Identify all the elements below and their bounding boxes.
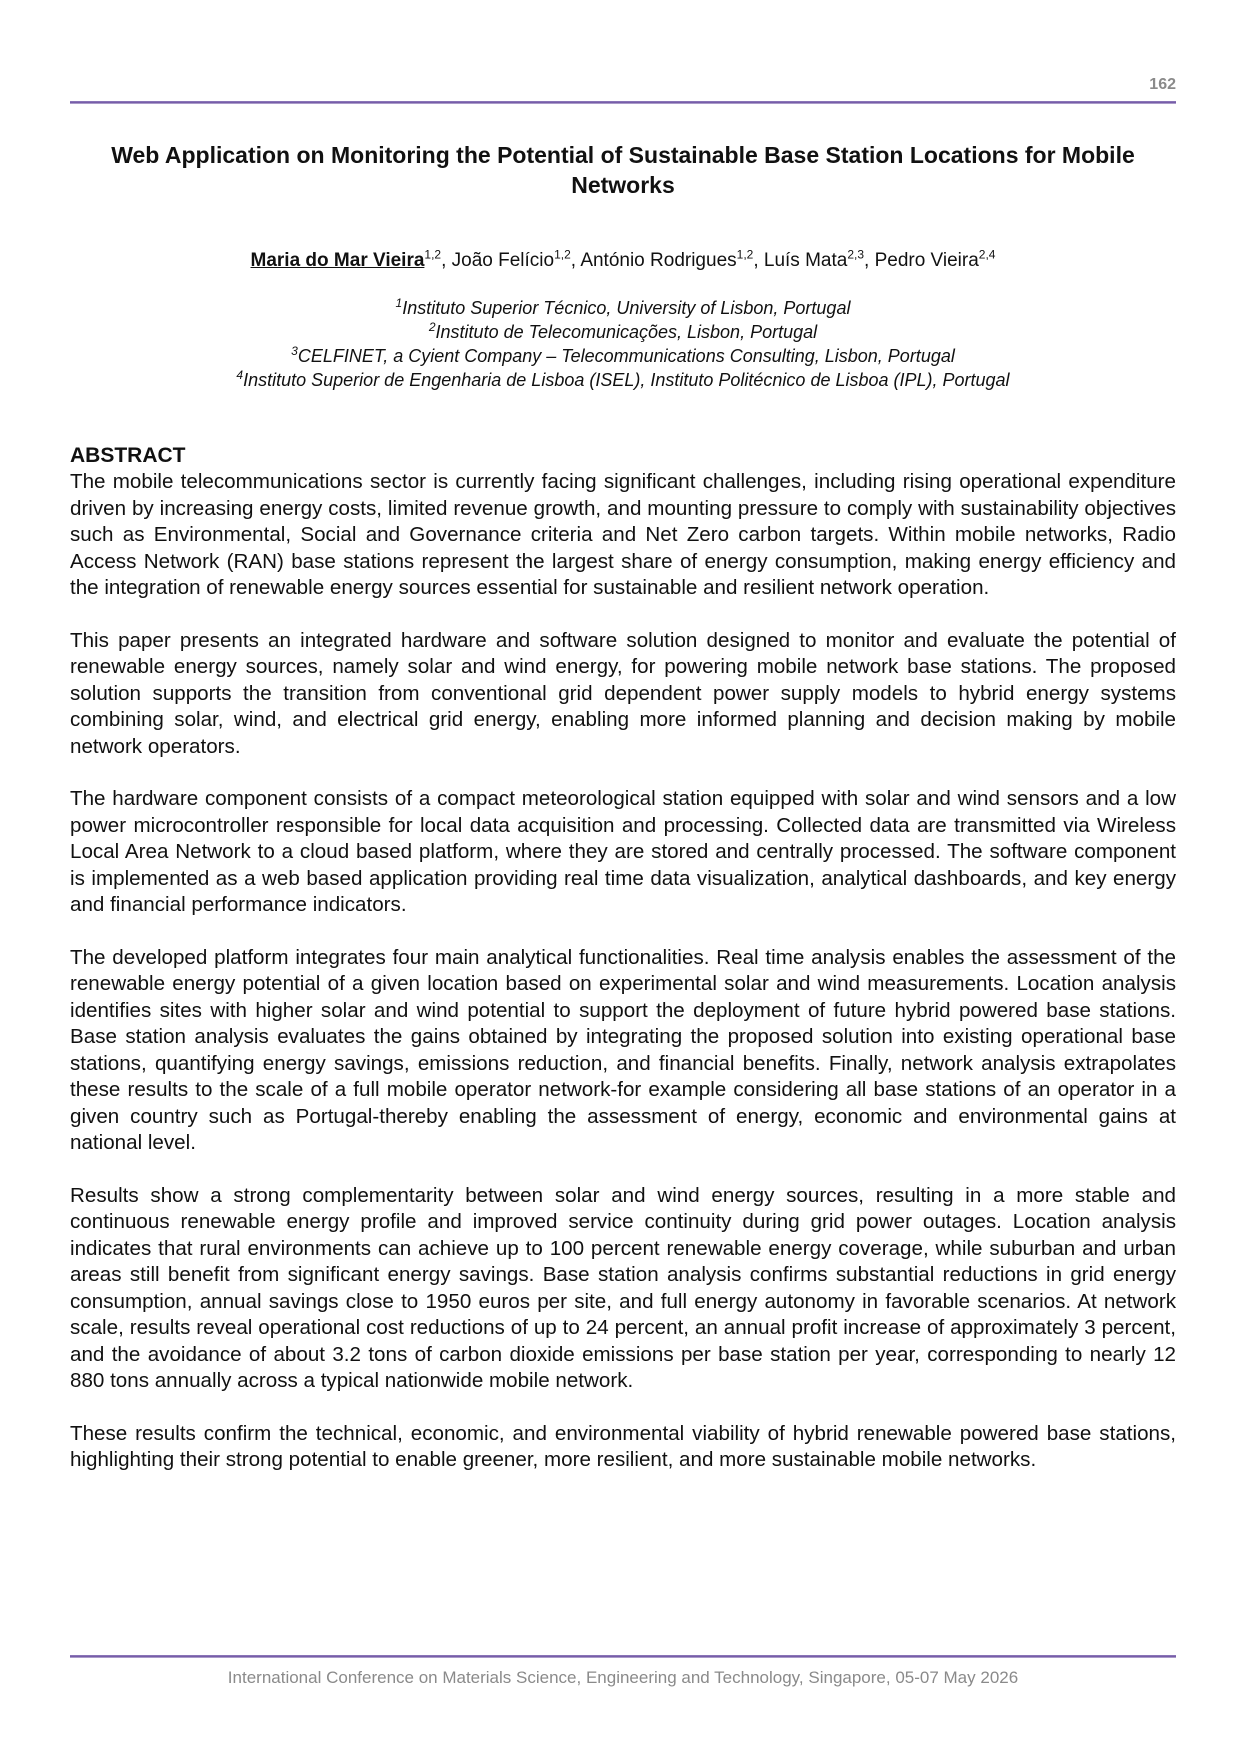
abstract-heading: ABSTRACT [70,444,186,467]
affiliation-marker: 3 [291,344,298,358]
affiliation-text: Instituto Superior de Engenharia de Lisboa (ISEL), Instituto Politécnico de Lisboa (IPL), Portugal [243,370,1010,390]
abstract-paragraph: The hardware component consists of a compact meteorological station equipped with solar and wind sensors and a low power microcontroller responsible for local data acquisition and processing. Collected data are transmitted via Wireless Local Area Network to a cloud based platform, where they are stored and centrally processed. The software component is implemented as a web based application providing real time data visualization, analytical dashboards, and key energy and financial performance indicators. [70,787,1176,916]
author-affiliation-marker: 2,4 [978,247,996,262]
affiliation-text: Instituto Superior Técnico, University of Lisbon, Portugal [402,298,851,318]
author-separator: , [570,250,581,271]
abstract-paragraph: The developed platform integrates four main analytical functionalities. Real time analysis enables the assessment of the renewable energy potential of a given location based on experimental solar and wind measurements. Location analysis identifies sites with higher solar and wind potential to support the deployment of future hybrid powered base stations. Base station analysis evaluates the gains obtained by integrating the proposed solution into existing operational base stations, quantifying energy savings, emissions reduction, and financial benefits. Finally, network analysis extrapolates these results to the scale of a full mobile operator network-for example considering all base stations of an operator in a given country such as Portugal-thereby enabling the assessment of energy, economic and environmental gains at national level. [70,945,1176,1154]
footer-divider [70,1655,1176,1658]
affiliation [70,320,1176,344]
abstract-paragraph: The mobile telecommunications sector is currently facing significant challenges, including rising operational expenditure driven by increasing energy costs, limited revenue growth, and mounting pressure to comply with sustainability objectives such as Environmental, Social and Governance criteria and Net Zero carbon targets. Within mobile networks, Radio Access Network (RAN) base stations represent the largest share of energy consumption, making energy efficiency and the integration of renewable energy sources essential for sustainable and resilient network operation. [70,470,1176,599]
author-affiliation-marker: 1,2 [554,247,571,262]
author-affiliation-marker: 1,2 [736,247,754,262]
page-number: 162 [1149,76,1176,93]
author [874,247,996,271]
affiliation [70,368,1176,392]
author-name: Luís Mata [763,250,848,271]
affiliation-text: CELFINET, a Cyient Company – Telecommunications Consulting, Lisbon, Portugal [297,346,955,366]
author-affiliation-marker: 2,3 [847,247,865,262]
author-separator: , [441,250,452,271]
author-name: Maria do Mar Vieira [250,250,425,271]
footer-text: International Conference on Materials Science, Engineering and Technology, Singapore, 05-07 May 2026 [227,1668,1019,1687]
author [763,247,875,271]
author-list [70,249,1176,273]
author-separator: , [864,250,875,271]
affiliation [70,344,1176,368]
header-divider [70,101,1176,104]
affiliation-list [70,296,1176,392]
author [580,247,764,271]
abstract-paragraph: Results show a strong complementarity between solar and wind energy sources, resulting in a more stable and continuous renewable energy profile and improved service continuity during grid power outages. Location analysis indicates that rural environments can achieve up to 100 percent renewable energy coverage, while suburban and urban areas still benefit from significant energy savings. Base station analysis confirms substantial reductions in grid energy consumption, annual savings close to 1950 euros per site, and full energy autonomy in favorable scenarios. At network scale, results reveal operational cost reductions of up to 24 percent, an annual profit increase of approximately 3 percent, and the avoidance of about 3.2 tons of carbon dioxide emissions per base station per year, corresponding to nearly 12 880 tons annually across a typical nationwide mobile network. [70,1183,1176,1392]
author-affiliation-marker: 1,2 [424,247,442,262]
author-name: João Felício [451,250,555,271]
affiliation [70,296,1176,320]
abstract-paragraph: This paper presents an integrated hardware and software solution designed to monitor and evaluate the potential of renewable energy sources, namely solar and wind energy, for powering mobile network base stations. The proposed solution supports the transition from conventional grid dependent power supply models to hybrid energy systems combining solar, wind, and electrical grid energy, enabling more informed planning and decision making by mobile network operators. [70,628,1176,758]
affiliation-text: Instituto de Telecomunicações, Lisbon, Portugal [435,322,818,342]
author [451,247,581,271]
affiliation-marker: 1 [395,296,403,310]
affiliation-marker: 2 [428,320,436,334]
author-separator: , [753,250,764,271]
paper-title: Web Application on Monitoring the Potential of Sustainable Base Station Locations for Mobile Networks [111,142,1135,198]
abstract-section [70,443,1176,1500]
author [250,247,452,271]
author-name: António Rodrigues [580,250,737,271]
abstract-paragraph: These results confirm the technical, economic, and environmental viability of hybrid renewable powered base stations, highlighting their strong potential to enable greener, more resilient, and more sustainable mobile networks. [70,1421,1176,1471]
affiliation-marker: 4 [236,368,244,382]
author-name: Pedro Vieira [874,250,979,271]
